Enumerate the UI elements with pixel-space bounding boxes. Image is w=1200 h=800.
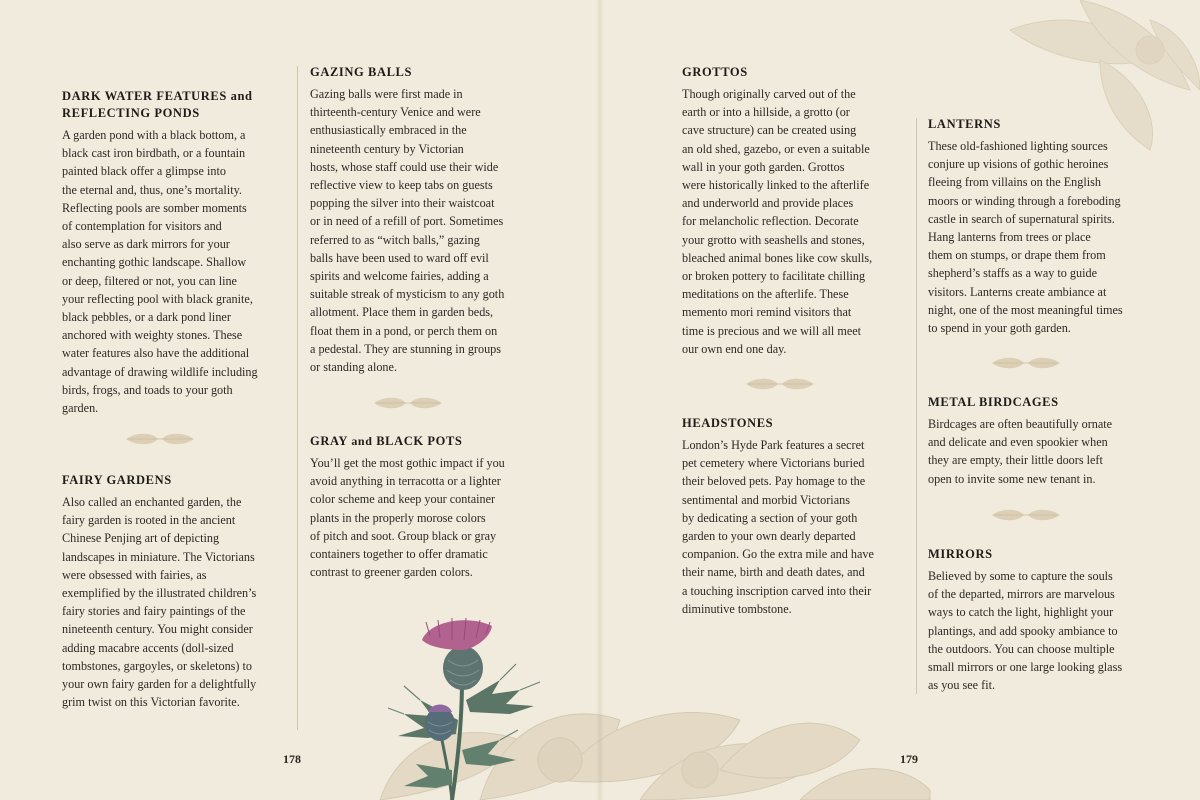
text-line: were obsessed with fairies, as: [62, 567, 207, 582]
text-line: a touching inscription carved into their: [682, 583, 872, 598]
section-gray-and-black-pots: [310, 433, 540, 581]
text-line: hosts, whose staff could use their wide: [310, 159, 499, 174]
text-line: anchored with weighty stones. These: [62, 328, 243, 343]
section-fairy-gardens: [62, 472, 282, 711]
leaf-ornament: [372, 396, 444, 410]
text-line: a pedestal. They are stunning in groups: [310, 341, 502, 356]
text-line: pet cemetery where Victorians buried: [682, 456, 865, 471]
text-line: London’s Hyde Park features a secret: [682, 438, 865, 452]
text-line: moors or winding through a foreboding: [928, 193, 1121, 208]
section-body: [682, 85, 912, 358]
right-page: [600, 0, 1200, 800]
text-line: fleeing from villains on the English: [928, 175, 1101, 190]
text-line: Chinese Penjing art of depicting: [62, 531, 220, 546]
text-line: plantings, and add spooky ambiance to: [928, 623, 1118, 638]
text-line: earth or into a hillside, a grotto (or: [682, 105, 850, 120]
text-line: companion. Go the extra mile and have: [682, 547, 874, 562]
text-line: black pebbles, or a dark pond liner: [62, 310, 231, 325]
text-line: Though originally carved out of the: [682, 87, 856, 101]
section-body: [928, 567, 1158, 694]
text-line: and underworld and provide places: [682, 196, 854, 211]
text-line: your grotto with seashells and stones,: [682, 232, 865, 247]
text-line: Birdcages are often beautifully ornate: [928, 417, 1113, 431]
text-line: your reflecting pool with black granite,: [62, 291, 253, 306]
section-body: [682, 436, 912, 618]
text-line: of contemplation for visitors and: [62, 219, 222, 234]
section-title: GAZING BALLS: [310, 65, 413, 79]
text-line: A garden pond with a black bottom, a: [62, 128, 246, 142]
section-body: [928, 415, 1158, 488]
text-line: nineteenth century by Victorian: [310, 141, 464, 156]
text-line: fairy garden is rooted in the ancient: [62, 513, 236, 528]
text-line: contrast to greener garden colors.: [310, 565, 473, 580]
text-line: float them in a pond, or perch them on: [310, 323, 498, 338]
section-title: GRAY and BLACK POTS: [310, 434, 463, 448]
text-line: visitors. Lanterns create ambiance at: [928, 284, 1107, 299]
page-number-right: 179: [900, 752, 918, 766]
text-line: popping the silver into their waistcoat: [310, 196, 495, 211]
text-line: your own fairy garden for a delightfully: [62, 677, 257, 692]
right-page-column-2-middle: [928, 394, 1158, 488]
text-line: memento mori remind visitors that: [682, 305, 852, 320]
text-line: suitable streak of mysticism to any goth: [310, 287, 505, 302]
column-divider: [297, 66, 298, 730]
section-body: [310, 85, 540, 376]
text-line: for melancholic reflection. Decorate: [682, 214, 859, 229]
section-headstones: [682, 415, 912, 618]
text-line: containers together to offer dramatic: [310, 547, 488, 562]
text-line: exemplified by the illustrated children’s: [62, 586, 257, 601]
text-line: allotment. Place them in garden beds,: [310, 305, 494, 320]
section-title: HEADSTONES: [682, 416, 774, 430]
text-line: ways to catch the light, highlight your: [928, 605, 1114, 620]
text-line: reflective view to keep tabs on guests: [310, 178, 493, 193]
text-line: to spend in your goth garden.: [928, 321, 1071, 336]
text-line: or broken pottery to facilitate chilling: [682, 269, 866, 284]
text-line: enchanting gothic landscape. Shallow: [62, 255, 247, 270]
section-metal-birdcages: [928, 394, 1158, 488]
page-number-left: 178: [283, 752, 301, 766]
text-line: castle in search of supernatural spirits.: [928, 211, 1115, 226]
right-page-column-2-lower: [928, 546, 1158, 694]
text-line: bleached animal bones like cow skulls,: [682, 250, 873, 265]
text-line: Reflecting pools are somber moments: [62, 200, 247, 215]
text-line: cave structure) can be created using: [682, 123, 857, 138]
right-page-column-2: [928, 116, 1158, 337]
text-line: nineteenth century. You might consider: [62, 622, 253, 637]
text-line: they are empty, their little doors left: [928, 453, 1103, 468]
text-line: as you see fit.: [928, 678, 996, 693]
text-line: grim twist on this Victorian favorite.: [62, 695, 240, 710]
text-line: of the departed, mirrors are marvelous: [928, 587, 1115, 602]
text-line: color scheme and keep your container: [310, 492, 496, 507]
left-page-column-2-lower: [310, 433, 540, 581]
section-lanterns: [928, 116, 1158, 337]
text-line: Hang lanterns from trees or place: [928, 230, 1091, 245]
text-line: sentimental and morbid Victorians: [682, 492, 850, 507]
text-line: of pitch and soot. Group black or gray: [310, 528, 497, 543]
text-line: balls have been used to ward off evil: [310, 250, 489, 265]
text-line: an old shed, gazebo, or even a suitable: [682, 141, 870, 156]
section-body: [310, 454, 540, 581]
text-line: small mirrors or one large looking glass: [928, 660, 1123, 675]
section-title: METAL BIRDCAGES: [928, 395, 1059, 409]
text-line: painted black offer a glimpse into: [62, 164, 226, 179]
text-line: time is precious and we will all meet: [682, 323, 862, 338]
text-line: advantage of drawing wildlife including: [62, 364, 258, 379]
text-line: or standing alone.: [310, 360, 397, 375]
text-line: meditations on the afterlife. These: [682, 287, 849, 302]
section-title: FAIRY GARDENS: [62, 473, 172, 487]
text-line: conjure up visions of gothic heroines: [928, 157, 1109, 172]
text-line: thirteenth-century Venice and were: [310, 105, 481, 120]
leaf-ornament: [990, 508, 1062, 522]
section-body: [62, 126, 282, 417]
left-page-column-1: [62, 88, 282, 417]
text-line: or deep, filtered or not, you can line: [62, 273, 237, 288]
text-line: shepherd’s staffs as a way to guide: [928, 266, 1098, 281]
text-line: open to invite some new tenant in.: [928, 471, 1096, 486]
text-line: avoid anything in terracotta or a lighter: [310, 474, 501, 489]
text-line: were historically linked to the afterlife: [682, 178, 870, 193]
text-line: by dedicating a section of your goth: [682, 510, 858, 525]
text-line: black cast iron birdbath, or a fountain: [62, 146, 246, 161]
section-title: GROTTOS: [682, 65, 748, 79]
left-page-column-2: [310, 64, 540, 376]
text-line: and delicate and even spookier when: [928, 435, 1108, 450]
title-conjunction: and: [351, 434, 373, 448]
text-line: tombstones, gargoyles, or skeletons) to: [62, 658, 253, 673]
section-title: LANTERNS: [928, 117, 1001, 131]
section-grottos: [682, 64, 912, 358]
text-line: landscapes in miniature. The Victorians: [62, 549, 255, 564]
section-gazing-balls: [310, 64, 540, 376]
text-line: wall in your goth garden. Grottos: [682, 159, 845, 174]
text-line: plants in the properly morose colors: [310, 510, 486, 525]
text-line: them on stumps, or drape them from: [928, 248, 1106, 263]
text-line: diminutive tombstone.: [682, 601, 792, 616]
text-line: garden.: [62, 401, 99, 416]
section-title: MIRRORS: [928, 547, 993, 561]
text-line: adding macabre accents (doll-sized: [62, 640, 234, 655]
right-page-column-1-lower: [682, 415, 912, 618]
text-line: spirits and welcome fairies, adding a: [310, 269, 489, 284]
text-line: or in need of a refill of port. Sometimes: [310, 214, 504, 229]
section-body: [928, 137, 1158, 337]
text-line: referred to as “witch balls,” gazing: [310, 232, 480, 247]
text-line: night, one of the most meaningful times: [928, 302, 1123, 317]
left-page-column-1-lower: [62, 472, 282, 711]
text-line: their name, birth and death dates, and: [682, 565, 865, 580]
leaf-ornament: [744, 377, 816, 391]
text-line: our own end one day.: [682, 341, 787, 356]
section-dark-water-features: [62, 88, 282, 417]
text-line: Also called an enchanted garden, the: [62, 495, 242, 509]
leaf-ornament: [990, 356, 1062, 370]
text-line: You’ll get the most gothic impact if you: [310, 456, 505, 470]
text-line: their beloved pets. Pay homage to the: [682, 474, 866, 489]
text-line: fairy stories and fairy paintings of the: [62, 604, 246, 619]
text-line: enthusiastically embraced in the: [310, 123, 467, 138]
section-body: [62, 493, 282, 711]
text-line: Believed by some to capture the souls: [928, 569, 1113, 583]
column-divider: [916, 118, 917, 694]
text-line: also serve as dark mirrors for your: [62, 237, 230, 252]
text-line: These old-fashioned lighting sources: [928, 139, 1108, 153]
text-line: birds, frogs, and toads to your goth: [62, 382, 233, 397]
section-title: DARK WATER FEATURES and REFLECTING PONDS: [62, 89, 253, 120]
text-line: the outdoors. You can choose multiple: [928, 641, 1115, 656]
text-line: the eternal and, thus, one’s mortality.: [62, 182, 242, 197]
leaf-ornament: [124, 432, 196, 446]
right-page-column-1: [682, 64, 912, 358]
section-mirrors: [928, 546, 1158, 694]
text-line: water features also have the additional: [62, 346, 250, 361]
text-line: garden to your own dearly departed: [682, 529, 856, 544]
text-line: Gazing balls were first made in: [310, 87, 463, 101]
